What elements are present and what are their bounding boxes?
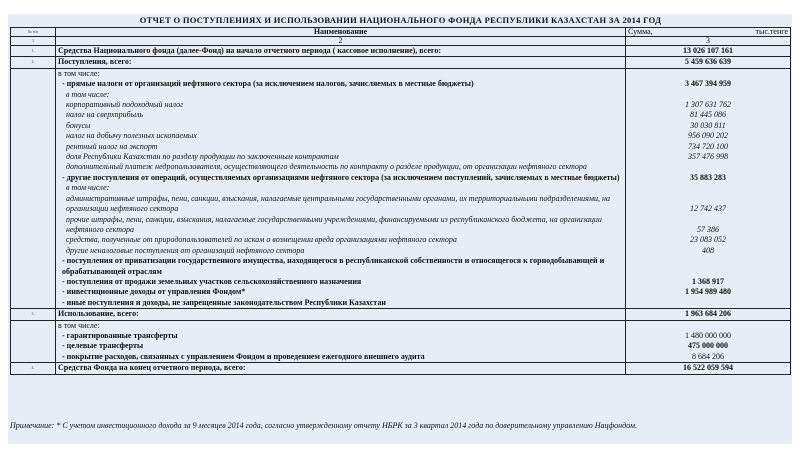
- row-no: [11, 162, 56, 172]
- row-no: [11, 215, 56, 236]
- row-no: [11, 100, 56, 110]
- row-sum: [626, 90, 791, 100]
- row-usage-total: [11, 309, 791, 320]
- row-no: [11, 68, 56, 79]
- row-sum: 57 386: [626, 215, 791, 236]
- row-start-balance: [11, 46, 791, 57]
- row-sum: 16 522 059 594: [626, 363, 791, 374]
- row-name: в том числе:: [56, 68, 626, 79]
- report-title: ОТЧЕТ О ПОСТУПЛЕНИЯХ И ИСПОЛЬЗОВАНИИ НАЦИОНАЛЬНОГО ФОНДА РЕСПУБЛИКИ КАЗАХСТАН ЗА 2014 ГОД: [139, 15, 662, 25]
- list-item: [11, 152, 791, 162]
- row-name: налог на сверхприбыль: [56, 110, 626, 120]
- row-name: Использование, всего:: [56, 309, 626, 320]
- row-sum: 35 883 283: [626, 173, 791, 183]
- row-name: средства, полученные от природопользователей по искам о возмещении вреда организациями нефтяного сектора: [56, 235, 626, 245]
- row-name: Средства Национального фонда (далее-Фонд) на начало отчетного периода ( кассовое исполнение), всего:: [56, 46, 626, 57]
- row-name: в том числе:: [56, 183, 626, 193]
- list-item: [11, 352, 791, 363]
- list-item: [11, 256, 791, 277]
- row-name: в том числе:: [56, 320, 626, 331]
- row-name: бонусы: [56, 121, 626, 131]
- list-item: [11, 79, 791, 89]
- list-item: [11, 246, 791, 256]
- list-item: [11, 142, 791, 152]
- col-index-1: 1: [11, 37, 56, 46]
- list-item: [11, 341, 791, 351]
- list-item: [11, 183, 791, 193]
- header-name: Наименование: [56, 28, 626, 37]
- row-sum: 23 083 052: [626, 235, 791, 245]
- row-sum: 1 307 631 762: [626, 100, 791, 110]
- row-no: [11, 298, 56, 309]
- row-name: Поступления, всего:: [56, 57, 626, 68]
- row-sum: 734 720 100: [626, 142, 791, 152]
- col-index-2: 2: [56, 37, 626, 46]
- row-no: [11, 79, 56, 89]
- list-item: [11, 331, 791, 341]
- row-no: [11, 110, 56, 120]
- row-sum: [626, 162, 791, 172]
- row-no: [11, 256, 56, 277]
- header-unit: тыс.тенге: [755, 27, 788, 36]
- row-no: [11, 183, 56, 193]
- row-name: - поступления от продажи земельных участков сельскохозяйственного назначения: [56, 277, 626, 287]
- row-sum: 81 445 086: [626, 110, 791, 120]
- row-sum: 30 030 811: [626, 121, 791, 131]
- row-income-total: [11, 57, 791, 68]
- row-name: - другие поступления от операций, осуществляемых организациями нефтяного сектора (за исключением поступлений, зачисляемых в местные бюджеты): [56, 173, 626, 183]
- row-sum: 357 476 998: [626, 152, 791, 162]
- row-name: Средства Фонда на конец отчетного периода, всего:: [56, 363, 626, 374]
- row-no: [11, 121, 56, 131]
- row-sum: 8 684 206: [626, 352, 791, 363]
- list-item: [11, 68, 791, 79]
- list-item: [11, 173, 791, 183]
- report-sheet: [8, 14, 792, 444]
- row-no: [11, 90, 56, 100]
- row-end-balance: [11, 363, 791, 374]
- row-sum: 3 467 394 959: [626, 79, 791, 89]
- row-sum: [626, 68, 791, 79]
- row-sum: 1 954 989 480: [626, 287, 791, 297]
- list-item: [11, 110, 791, 120]
- list-item: [11, 320, 791, 331]
- row-name: прочие штрафы, пени, санкции, взыскания, налагаемые государственными учреждениями, финансируемыми из республиканского бюджета, на организации нефтяного сектора: [56, 215, 626, 236]
- row-sum: [626, 256, 791, 277]
- row-name: в том числе:: [56, 90, 626, 100]
- row-no: 1.: [11, 46, 56, 57]
- header-no: № п/п: [11, 28, 56, 37]
- list-item: [11, 215, 791, 236]
- row-sum: [626, 320, 791, 331]
- row-no: [11, 287, 56, 297]
- row-no: 4.: [11, 363, 56, 374]
- row-name: - инвестиционные доходы от управления Фондом*: [56, 287, 626, 297]
- row-name: корпоративный подоходный налог: [56, 100, 626, 110]
- row-no: [11, 341, 56, 351]
- row-no: [11, 235, 56, 245]
- row-name: - поступления от приватизации государственного имущества, находящегося в республиканской собственности и относящегося к горнодобывающей и обрабатывающей отраслям: [56, 256, 626, 277]
- footnote: Примечание: * С учетом инвестиционного дохода за 9 месяцев 2014 года, согласно утвержденному отчету НБРК за 3 квартал 2014 года по доверительному управлению Нацфондом.: [10, 421, 637, 430]
- row-no: [11, 173, 56, 183]
- row-sum: 13 026 107 161: [626, 46, 791, 57]
- row-sum: [626, 183, 791, 193]
- row-name: рентный налог на экспорт: [56, 142, 626, 152]
- row-sum: 5 459 636 639: [626, 57, 791, 68]
- list-item: [11, 277, 791, 287]
- row-no: [11, 320, 56, 331]
- row-name: - покрытие расходов, связанных с управлением Фондом и проведением ежегодного внешнего аудита: [56, 352, 626, 363]
- list-item: [11, 121, 791, 131]
- row-no: 2.: [11, 57, 56, 68]
- row-name: - прямые налоги от организаций нефтяного сектора (за исключением налогов, зачисляемых в местные бюджеты): [56, 79, 626, 89]
- row-sum: 12 742 437: [626, 194, 791, 215]
- row-name: - гарантированные трансферты: [56, 331, 626, 341]
- list-item: [11, 131, 791, 141]
- header-sum-label: Сумма,: [628, 27, 653, 36]
- row-no: [11, 194, 56, 215]
- row-sum: 408: [626, 246, 791, 256]
- row-sum: 475 000 000: [626, 341, 791, 351]
- report-table: [10, 14, 791, 375]
- row-sum: [626, 298, 791, 309]
- row-sum: 1 963 684 206: [626, 309, 791, 320]
- list-item: [11, 90, 791, 100]
- row-no: [11, 131, 56, 141]
- row-sum: 1 480 000 000: [626, 331, 791, 341]
- row-sum: 1 368 917: [626, 277, 791, 287]
- col-index-3: 3: [626, 37, 791, 46]
- list-item: [11, 287, 791, 297]
- row-sum: 956 090 202: [626, 131, 791, 141]
- row-no: [11, 152, 56, 162]
- row-name: налог на добычу полезных ископаемых: [56, 131, 626, 141]
- row-no: [11, 142, 56, 152]
- row-no: 3.: [11, 309, 56, 320]
- list-item: [11, 162, 791, 172]
- row-no: [11, 277, 56, 287]
- row-name: - иные поступления и доходы, не запрещенные законодательством Республики Казахстан: [56, 298, 626, 309]
- row-name: - целевые трансферты: [56, 341, 626, 351]
- row-name: другие неналоговые поступления от организаций нефтяного сектора: [56, 246, 626, 256]
- row-no: [11, 331, 56, 341]
- list-item: [11, 194, 791, 215]
- row-no: [11, 246, 56, 256]
- row-name: административные штрафы, пени, санкции, взыскания, налагаемые центральными государственными органами, их территориальными подразделениями, на организации нефтяного сектора: [56, 194, 626, 215]
- row-name: доля Республики Казахстан по разделу продукции по заключенным контрактам: [56, 152, 626, 162]
- list-item: [11, 298, 791, 309]
- list-item: [11, 100, 791, 110]
- row-no: [11, 352, 56, 363]
- list-item: [11, 235, 791, 245]
- row-name: дополнительный платеж недропользователя, осуществляющего деятельность по контракту о разделе продукции, от организации нефтяного сектора: [56, 162, 626, 172]
